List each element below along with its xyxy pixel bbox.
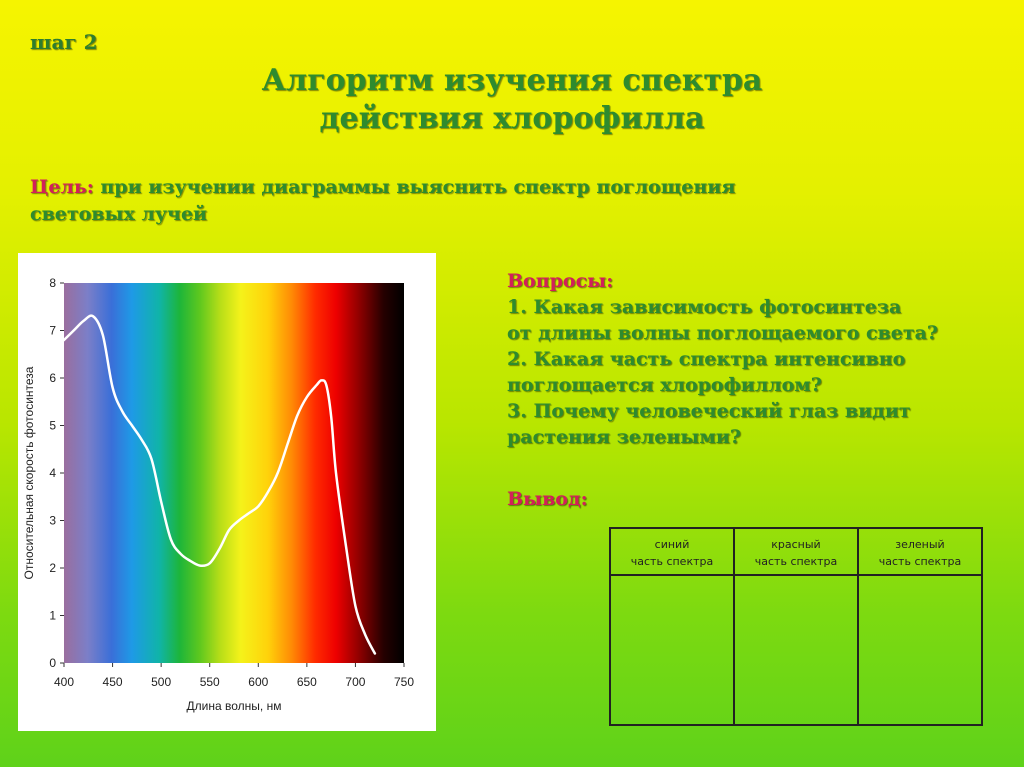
header-green xyxy=(858,528,982,575)
answer-cell-red[interactable] xyxy=(734,575,858,725)
header-blue-line-2: часть спектра xyxy=(630,555,714,568)
y-axis-label: Относительная скорость фотосинтеза xyxy=(22,366,36,580)
header-green-line-2: часть спектра xyxy=(878,555,962,568)
y-tick-label: 3 xyxy=(49,513,56,528)
y-axis xyxy=(49,276,64,670)
y-tick-label: 6 xyxy=(49,371,56,385)
goal-text-line-2: световых лучей xyxy=(30,203,208,225)
question-1-line-2: от длины волны поглощаемого света? xyxy=(507,322,939,344)
y-tick-label: 2 xyxy=(49,561,56,575)
answer-table-header-row xyxy=(610,528,982,575)
header-red-line-2: часть спектра xyxy=(754,555,838,568)
action-spectrum-chart xyxy=(18,253,436,731)
goal-text xyxy=(30,174,830,228)
question-2-line-1: 2. Какая часть спектра интенсивно xyxy=(507,348,906,370)
x-tick-label: 500 xyxy=(151,675,172,689)
x-axis xyxy=(54,663,414,689)
answer-table-body-row xyxy=(610,575,982,725)
question-2-line-2: поглощается хлорофиллом? xyxy=(507,374,822,396)
title-line-2: действия хлорофилла xyxy=(319,101,705,136)
header-green-line-1: зеленый xyxy=(895,538,945,551)
question-1-line-1: 1. Какая зависимость фотосинтеза xyxy=(507,296,902,318)
slide-title xyxy=(0,62,1024,138)
header-red xyxy=(734,528,858,575)
x-tick-label: 450 xyxy=(102,675,123,689)
header-red-line-1: красный xyxy=(771,538,821,551)
x-axis-label: Длина волны, нм xyxy=(186,699,282,713)
conclusion-label: Вывод: xyxy=(507,488,588,510)
answer-table xyxy=(609,527,983,726)
y-tick-label: 4 xyxy=(49,466,56,480)
answer-cell-green[interactable] xyxy=(858,575,982,725)
title-line-1: Алгоритм изучения спектра xyxy=(261,63,763,98)
x-tick-label: 700 xyxy=(345,675,366,689)
x-tick-label: 600 xyxy=(248,675,269,689)
question-3-line-1: 3. Почему человеческий глаз видит xyxy=(507,400,911,422)
x-tick-label: 550 xyxy=(199,675,220,689)
header-blue-line-1: синий xyxy=(654,538,690,551)
x-tick-label: 650 xyxy=(296,675,317,689)
answer-cell-blue[interactable] xyxy=(610,575,734,725)
chart-svg xyxy=(18,253,436,731)
step-label: шаг 2 xyxy=(30,30,98,54)
x-tick-label: 400 xyxy=(53,675,75,689)
goal-text-line-1: при изучении диаграммы выяснить спектр поглощения xyxy=(93,176,736,198)
header-blue xyxy=(610,528,734,575)
y-tick-label: 5 xyxy=(49,418,56,433)
y-tick-label: 1 xyxy=(49,608,56,623)
spectrum-background xyxy=(64,283,404,663)
question-3-line-2: растения зелеными? xyxy=(507,426,742,448)
y-tick-label: 0 xyxy=(49,656,56,670)
y-tick-label: 8 xyxy=(49,276,56,290)
goal-line-1 xyxy=(30,174,830,201)
questions-title: Вопросы: xyxy=(507,270,614,292)
goal-label: Цель: xyxy=(30,176,94,198)
questions-block xyxy=(507,268,1007,450)
y-tick-label: 7 xyxy=(49,323,56,338)
x-tick-label: 750 xyxy=(393,675,415,689)
